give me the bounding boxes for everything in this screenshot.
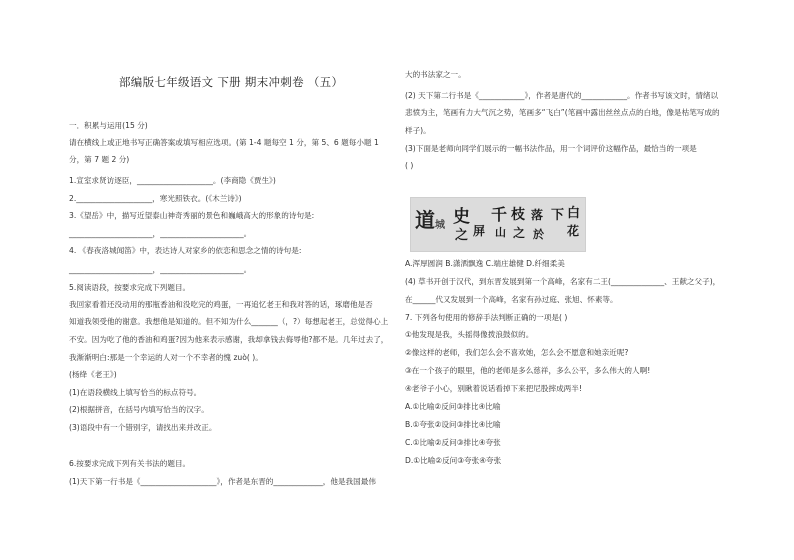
question-6-1: (1)天下第一行书是《____________________》，作者是东晋的_____________，他是我国最伟 — [69, 477, 376, 486]
question-6: 6.按要求完成下列有关书法的题目。 — [69, 459, 191, 468]
question-7-sentence-2: ②像这样的老师，我们怎么会不喜欢她，怎么会不愿意和她亲近呢? — [405, 348, 629, 357]
calligraphy-char: 屏 — [473, 224, 486, 238]
question-7: 7. 下列各句使用的修辞手法判断正确的一项是( ) — [405, 313, 568, 322]
question-6-3-options: A.浑厚圆润 B.潇洒飘逸 C.端庄雄健 D.纤细柔美 — [405, 259, 565, 268]
question-7-option-c: C.①比喻②反问③排比④夸张 — [405, 438, 501, 447]
calligraphy-char: 花 — [567, 224, 580, 238]
question-7-option-d: D.①比喻②反问③夸张④夸张 — [405, 456, 502, 465]
calligraphy-char: 白 — [567, 206, 581, 221]
passage-line-1: 我回家看着还没动用的那瓶香油和没吃完的鸡蛋，一再追忆老王和我对答的话，琢磨他是否 — [69, 300, 373, 309]
calligraphy-char: 之 — [455, 228, 469, 243]
question-3-blanks: ______________________，______________________。 — [69, 229, 252, 238]
question-7-sentence-4: ④老爷子小心，别瞅着说话看掉下来把尼股摔成两半! — [405, 384, 582, 393]
question-6-2: (2) 天下第二行书是《____________》，作者是唐代的____________。作者书写该文时，情绪以 — [405, 91, 719, 100]
question-5-2: (2)根据拼音，在括号内填写恰当的汉字。 — [69, 405, 209, 414]
question-6-4-line-2: 在______代又发展到一个高峰，名家有孙过庭、张旭、怀素等。 — [405, 295, 618, 304]
calligraphy-char: 道 — [415, 208, 435, 232]
calligraphy-char: 城 — [435, 220, 445, 231]
question-1: 1.宣室求贤访逐臣，____________________。(李商隐《贾生》) — [69, 176, 276, 185]
question-7-sentence-3: ③在一个孩子的眼里，他的老师是多么慈祥，多么公平，多么伟大的人啊! — [405, 366, 651, 375]
calligraphy-char: 史 — [453, 207, 470, 227]
page-title: 部编版七年级语文 下册 期末冲刺卷 （五） — [119, 75, 344, 89]
question-6-3: (3)下面是老师向同学们展示的一幅书法作品，用一个词评价这幅作品，最恰当的一项是 — [405, 144, 697, 153]
passage-line-2: 知道我领受他的谢意。我想他是知道的。但不知为什么_______（，?）每想起老王，总觉得心上 — [69, 317, 389, 326]
question-7-sentence-1: ①他发现是我，头摇得像拨浪鼓似的。 — [405, 330, 534, 339]
passage-line-3: 不安。因为吃了他的香油和鸡蛋?因为他来表示感谢，我却拿钱去侮辱他?都不是。几年过去了， — [69, 335, 389, 344]
question-5-1: (1)在语段横线上填写恰当的标点符号。 — [69, 388, 202, 397]
calligraphy-char: 落 — [531, 208, 544, 222]
question-4-blanks: ______________________，______________________。 — [69, 265, 252, 274]
calligraphy-char: 於 — [533, 228, 544, 241]
question-2: 2.____________________，寒光照铁衣。(《木兰诗》) — [69, 194, 242, 203]
calligraphy-char: 下 — [551, 208, 565, 223]
question-4: 4. 《春夜洛城闻笛》中，表达诗人对家乡的依恋和思念之情的诗句是: — [69, 246, 302, 255]
question-6-3-paren: ( ) — [405, 161, 414, 170]
question-6-2-line-3: 样子)。 — [405, 126, 431, 135]
calligraphy-char: 山 — [495, 226, 506, 239]
passage-source: (杨绛《老王》) — [69, 370, 117, 379]
question-7-option-b: B.①夸张②设问③排比④比喻 — [405, 420, 501, 429]
calligraphy-char: 之 — [513, 226, 526, 240]
calligraphy-image — [410, 197, 586, 252]
instructions-line-2: 分，第 7 题 2 分) — [69, 155, 130, 164]
question-5-3: (3)语段中有一个错别字，请找出来并改正。 — [69, 423, 217, 432]
calligraphy-char: 千 — [491, 205, 508, 224]
question-6-4: (4) 草书开创于汉代，到东晋发展到第一个高峰，名家有二王(______________、王献之父子)， — [405, 277, 721, 286]
question-7-option-a: A.①比喻②反问③排比④比喻 — [405, 402, 501, 411]
section-heading: 一．积累与运用(15 分) — [69, 121, 148, 130]
passage-line-4: 我渐渐明白:那是一个幸运的人对一个不幸者的愧 zuò( )。 — [69, 353, 263, 362]
instructions-line-1: 请在横线上或正地书写正确答案或填写相应选项。(第 1-4 题每空 1 分，第 5、6 题每小题 1 — [69, 138, 379, 147]
question-3: 3.《望岳》中，描写近望泰山神奇秀丽的景色和巍峨高大的形象的诗句是: — [69, 211, 315, 220]
question-5: 5.阅读语段，按要求完成下列题目。 — [69, 283, 191, 292]
calligraphy-char: 枝 — [511, 207, 525, 223]
question-6-2-line-2: 悲愤为主，笔画有力大气沉之势，笔画多“飞白”(笔画中露出丝丝点点的白地，像是枯笔写成的 — [405, 108, 720, 117]
question-6-1-cont: 大的书法家之一。 — [405, 70, 466, 79]
